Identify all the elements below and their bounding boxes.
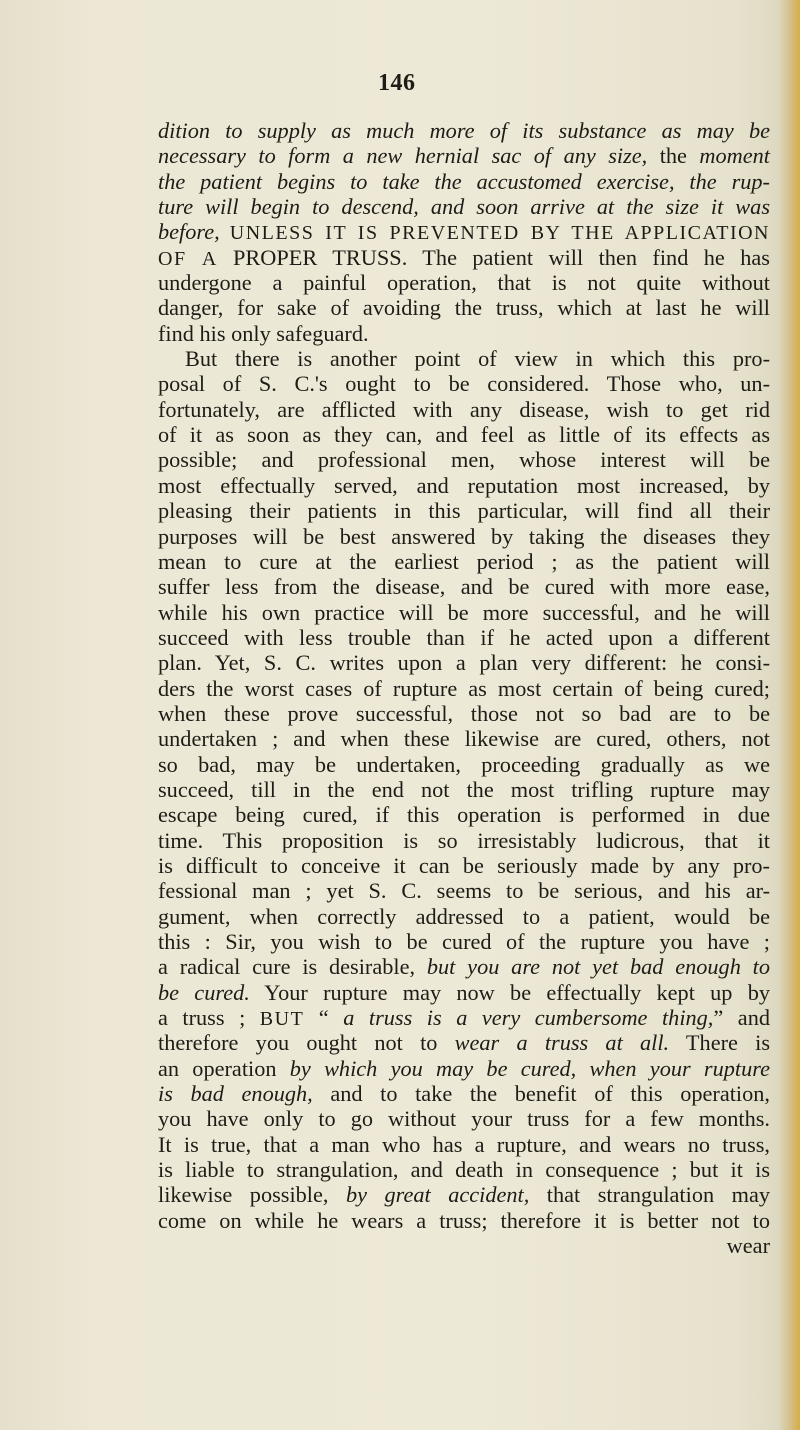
text-run: a truss ; [158, 1005, 260, 1031]
text-run: UNLESS IT IS PREVENTED BY THE APPLICATION [229, 222, 770, 245]
text-line [158, 878, 770, 903]
text-run: danger, for sake of avoiding the truss, which at last he will [158, 295, 770, 321]
text-run: ” and [713, 1005, 771, 1031]
text-line [158, 828, 770, 853]
text-line [158, 447, 770, 472]
text-line [158, 1030, 770, 1055]
text-line [158, 954, 770, 979]
text-run: succeed with less trouble than if he acted upon a different [158, 624, 770, 650]
page-edge-shadow [778, 0, 800, 1430]
text-run: plan. Yet, S. C. writes upon a plan very different: he consi- [158, 650, 770, 676]
page-number: 146 [378, 70, 416, 96]
text-run: fortunately, are afflicted with any disease, wish to get rid [158, 396, 770, 422]
text-run: find his only safeguard. [158, 320, 369, 346]
text-line [158, 752, 770, 777]
text-run: purposes will be best answered by taking the diseases they [158, 523, 770, 549]
text-run: BUT [259, 1008, 305, 1031]
text-run: fessional man ; yet S. C. seems to be serious, and his ar- [158, 878, 770, 904]
text-line [158, 625, 770, 650]
text-run: when these prove successful, those not so bad are to be [158, 700, 770, 726]
text-run: that strangulation may [529, 1182, 770, 1208]
catchword [158, 1233, 770, 1258]
text-run: by great accident, [345, 1182, 530, 1208]
text-line [158, 473, 770, 498]
text-line [158, 118, 770, 143]
text-run: an operation [158, 1055, 290, 1081]
text-run: suffer less from the disease, and be cured with more ease, [158, 574, 770, 600]
text-line [158, 701, 770, 726]
text-line [158, 802, 770, 827]
text-line [158, 600, 770, 625]
text-run: while his own practice will be more successful, and he will [158, 599, 770, 625]
text-line [158, 245, 770, 270]
text-line [158, 295, 770, 320]
text-run: wear [726, 1233, 770, 1259]
text-line [158, 270, 770, 295]
text-run: but you are not yet bad enough to [426, 954, 770, 980]
text-run: is bad enough, [158, 1081, 313, 1107]
text-run: moment [699, 143, 770, 169]
text-run: so bad, may be undertaken, proceeding gradually as we [158, 751, 770, 777]
text-line [158, 219, 770, 244]
text-run: PROPER TRUSS [233, 244, 402, 270]
text-line [158, 1157, 770, 1182]
text-run: dition to supply as much more of its substance as may be [158, 118, 770, 143]
text-line [158, 169, 770, 194]
text-line [158, 1182, 770, 1207]
text-run: posal of S. C.'s ought to be considered. Those who, un- [158, 371, 770, 397]
text-run: ders the worst cases of rupture as most certain of being cured; [158, 675, 770, 701]
text-line [158, 371, 770, 396]
text-line [158, 929, 770, 954]
text-line [158, 498, 770, 523]
text-line [158, 422, 770, 447]
text-run: the [647, 143, 700, 169]
text-run: OF A [158, 247, 234, 270]
text-line [158, 1132, 770, 1157]
text-line [158, 853, 770, 878]
body-text [158, 118, 770, 1258]
text-line [158, 726, 770, 751]
text-line [158, 1106, 770, 1131]
text-run: therefore you ought not to [158, 1030, 455, 1056]
text-run: time. This proposition is so irresistably ludicrous, that it [158, 827, 770, 853]
text-run: is difficult to conceive it can be seriously made by any pro- [158, 852, 770, 878]
text-run: likewise possible, [158, 1182, 346, 1208]
text-line [158, 194, 770, 219]
text-run: succeed, till in the end not the most trifling rupture may [158, 776, 770, 802]
text-line [158, 1208, 770, 1233]
text-run: the patient begins to take the accustomed exercise, the rup- [158, 168, 770, 194]
text-run: ture will begin to descend, and soon arrive at the size it was [158, 194, 770, 220]
text-run: this : Sir, you wish to be cured of the rupture you have ; [158, 929, 770, 954]
text-run: undergone a painful operation, that is not quite without [158, 270, 770, 296]
text-run: Your rupture may now be effectually kept up by [249, 979, 771, 1005]
text-run: wear a truss at all. [454, 1030, 670, 1056]
text-line [158, 143, 770, 168]
text-run: you have only to go without your truss for a few months. [158, 1106, 770, 1132]
text-run: possible; and professional men, whose interest will be [158, 447, 770, 473]
text-run: mean to cure at the earliest period ; as the patient will [158, 548, 770, 574]
text-line [158, 397, 770, 422]
text-line [158, 676, 770, 701]
text-run: come on while he wears a truss; therefore it is better not to [158, 1207, 770, 1233]
text-line [158, 549, 770, 574]
text-line [158, 321, 770, 346]
text-line [158, 650, 770, 675]
text-run: . The patient will then find he has [401, 244, 770, 270]
text-line [158, 346, 770, 371]
text-run: undertaken ; and when these likewise are cured, others, not [158, 726, 770, 752]
text-run: and to take the benefit of this operation, [312, 1081, 770, 1107]
text-run: There is [669, 1030, 771, 1056]
text-run: gument, when correctly addressed to a patient, would be [158, 903, 770, 929]
text-run: before, [158, 219, 230, 245]
text-run: most effectually served, and reputation most increased, by [158, 472, 770, 498]
text-line [158, 524, 770, 549]
text-line [158, 1056, 770, 1081]
text-line [158, 1005, 770, 1030]
text-run: necessary to form a new hernial sac of any size, [158, 143, 648, 169]
text-run: It is true, that a man who has a rupture, and wears no truss, [158, 1131, 770, 1157]
text-run: of it as soon as they can, and feel as little of its effects as [158, 422, 770, 448]
text-line [158, 980, 770, 1005]
text-run: be cured. [158, 979, 250, 1005]
text-run: “ [304, 1005, 344, 1031]
text-line [158, 904, 770, 929]
text-line [158, 777, 770, 802]
text-run: escape being cured, if this operation is performed in due [158, 802, 770, 828]
text-run: is liable to strangulation, and death in consequence ; but it is [158, 1157, 770, 1183]
text-run: But there is another point of view in which this pro- [185, 346, 770, 372]
text-run: pleasing their patients in this particular, will find all their [158, 498, 770, 524]
text-run: by which you may be cured, when your rupture [289, 1055, 770, 1081]
text-line [158, 1081, 770, 1106]
text-run: a radical cure is desirable, [158, 954, 427, 980]
text-line [158, 574, 770, 599]
text-run: a truss is a very cumbersome thing, [343, 1005, 714, 1031]
